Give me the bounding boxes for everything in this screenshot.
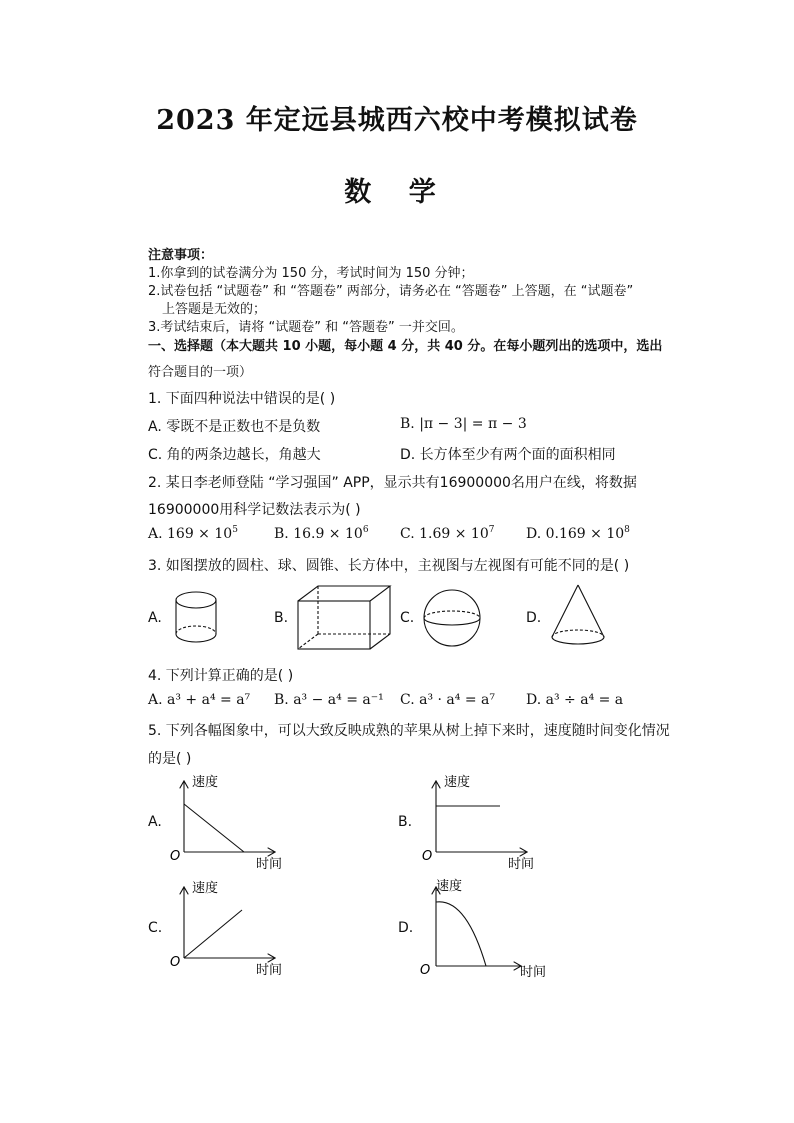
note-item: 上答题是无效的； (162, 302, 267, 317)
question-4-stem: 4. 下列计算正确的是( ) (148, 668, 294, 684)
q3-option-a: A. (148, 610, 162, 626)
q5-option-b: B. (398, 814, 413, 830)
note-item: 2.试卷包括 “试题卷” 和 “答题卷” 两部分，请务必在 “答题卷” 上答题，在 “试题卷” (148, 284, 634, 299)
q2-option-b: B. $16.9 \times 10^6$ (274, 525, 369, 542)
y-axis-label: 速度 (192, 881, 219, 896)
y-axis-label: 速度 (192, 775, 219, 790)
note-item: 3.考试结束后，请将 “试题卷” 和 “答题卷” 一并交回。 (148, 320, 464, 335)
q2-option-a: A. $169 \times 10^5$ (148, 525, 238, 542)
section-heading-cont: 符合题目的一项） (148, 365, 253, 380)
origin-label: O (422, 849, 433, 864)
q4-option-b: B. a³ − a⁴ = a⁻¹ (274, 692, 384, 708)
notes-heading: 注意事项： (148, 248, 214, 263)
y-axis-label: 速度 (444, 775, 471, 790)
x-axis-label: 时间 (256, 963, 283, 978)
sphere-figure (420, 588, 484, 648)
q2-option-c: C. $1.69 \times 10^7$ (400, 525, 495, 542)
q5-option-d: D. (398, 920, 414, 936)
question-1-stem: 1. 下面四种说法中错误的是( ) (148, 391, 336, 407)
question-2-stem-cont: 16900000用科学记数法表示为( ) (148, 502, 361, 518)
graph-c (164, 876, 294, 978)
q5-option-a: A. (148, 814, 162, 830)
x-axis-label: 时间 (256, 857, 283, 872)
question-3-stem: 3. 如图摆放的圆柱、球、圆锥、长方体中，主视图与左视图有可能不同的是( ) (148, 558, 630, 574)
question-5-stem: 5. 下列各幅图象中，可以大致反映成熟的苹果从树上掉下来时，速度随时间变化情况 (148, 723, 670, 739)
cylinder-figure (172, 588, 222, 648)
q4-option-a: A. a³ + a⁴ = a⁷ (148, 692, 251, 708)
origin-label: O (170, 849, 181, 864)
graph-d (416, 876, 556, 980)
q1-option-a: A. 零既不是正数也不是负数 (148, 419, 321, 435)
q1-option-b: B. |π − 3| = π − 3 (400, 416, 527, 432)
q1-option-d: D. 长方体至少有两个面的面积相同 (400, 447, 616, 463)
q3-option-d: D. (526, 610, 542, 626)
graph-a (164, 770, 294, 872)
x-axis-label: 时间 (520, 965, 547, 980)
x-axis-label: 时间 (508, 857, 535, 872)
q4-option-c: C. a³ · a⁴ = a⁷ (400, 692, 495, 708)
question-2-stem: 2. 某日李老师登陆 “学习强国” APP，显示共有16900000名用户在线，将数据 (148, 475, 637, 491)
origin-label: O (420, 963, 431, 978)
cone-figure (548, 583, 610, 649)
question-5-stem-cont: 的是( ) (148, 751, 192, 767)
origin-label: O (170, 955, 181, 970)
exam-title: 2023 年定远县城西六校中考模拟试卷 (156, 105, 638, 136)
q5-option-c: C. (148, 920, 163, 936)
y-axis-label: 速度 (436, 879, 463, 894)
note-item: 1.你拿到的试卷满分为 150 分，考试时间为 150 分钟； (148, 266, 474, 281)
cuboid-figure (294, 583, 394, 653)
q4-option-d: D. a³ ÷ a⁴ = a (526, 692, 624, 708)
q3-option-c: C. (400, 610, 415, 626)
section-heading: 一、选择题（本大题共 10 小题，每小题 4 分，共 40 分。在每小题列出的选项中，选出 (148, 339, 663, 354)
q3-option-b: B. (274, 610, 289, 626)
q2-option-d: D. $0.169 \times 10^8$ (526, 525, 630, 542)
subject-title: 数 学 (344, 177, 450, 208)
q1-option-c: C. 角的两条边越长，角越大 (148, 447, 321, 463)
graph-b (416, 770, 546, 872)
